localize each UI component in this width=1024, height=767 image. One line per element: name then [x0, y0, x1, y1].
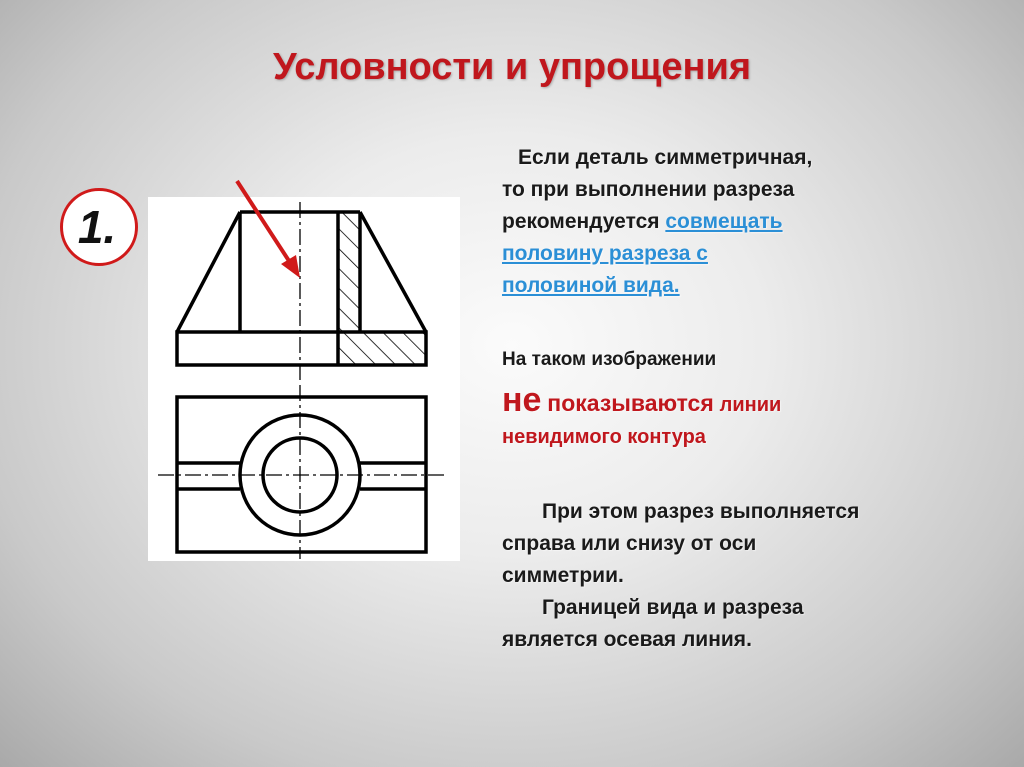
link-half-section[interactable]: половину разреза с	[502, 242, 708, 265]
paragraph-symmetric-part: Если деталь симметричная, то при выполнении разреза рекомендуется совмещать половину разреза с половиной вида.	[502, 146, 813, 297]
technical-drawing	[148, 197, 460, 561]
slide-title: Условности и упрощения	[272, 46, 752, 88]
center-axes	[158, 202, 448, 559]
left-slope-line	[177, 212, 240, 332]
paragraph-section-side: При этом разрез выполняется справа или снизу от оси симметрии. Границей вида и разреза является осевая линия.	[502, 500, 860, 651]
paragraph-on-image: На таком изображении	[502, 349, 717, 370]
right-slope-line	[360, 212, 426, 332]
item-number-label: 1.	[77, 201, 117, 253]
item-number-badge	[60, 188, 138, 266]
section-hatch-wall	[338, 212, 360, 332]
section-hatch-base	[338, 332, 426, 365]
link-half-view[interactable]: половиной вида.	[502, 274, 680, 297]
paragraph-hidden-lines: не показываются линии невидимого контура	[502, 381, 782, 448]
drawing-svg	[148, 197, 460, 561]
link-combine[interactable]: совмещать	[665, 210, 783, 233]
